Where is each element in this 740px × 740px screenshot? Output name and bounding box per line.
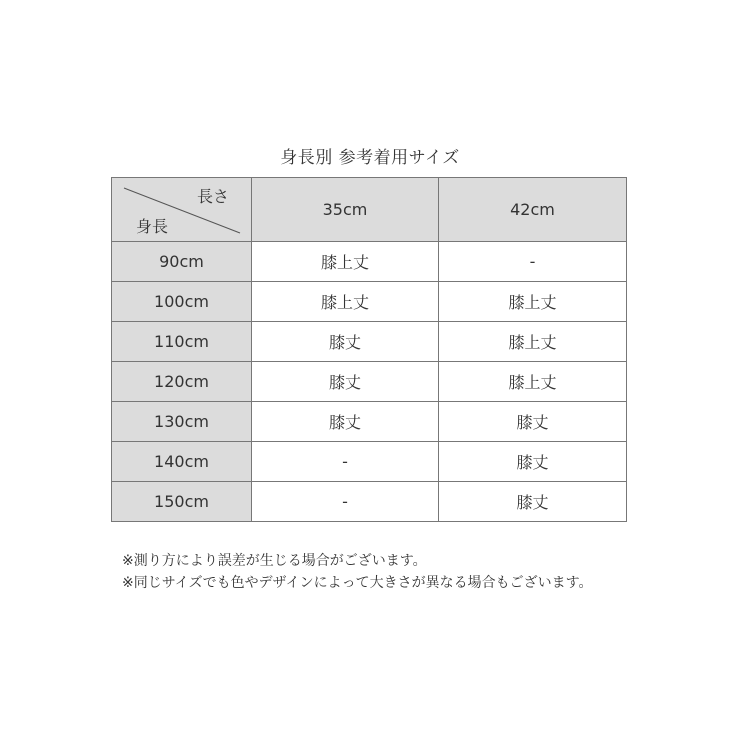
note-measurement-error: ※測り方により誤差が生じる場合がございます。 bbox=[122, 553, 427, 569]
table-cell: 膝上丈 bbox=[252, 282, 439, 322]
table-cell: 膝上丈 bbox=[439, 282, 627, 322]
table-row bbox=[112, 242, 627, 282]
row-header-height: 120cm bbox=[112, 362, 252, 402]
table-cell: 膝上丈 bbox=[252, 242, 439, 282]
table-cell: 膝丈 bbox=[439, 482, 627, 522]
diagonal-divider bbox=[112, 178, 252, 241]
table-cell: 膝丈 bbox=[439, 402, 627, 442]
column-header-42cm: 42cm bbox=[439, 178, 627, 242]
column-header-35cm: 35cm bbox=[252, 178, 439, 242]
table-header-row bbox=[112, 178, 627, 242]
row-header-height: 110cm bbox=[112, 322, 252, 362]
note-size-variation: ※同じサイズでも色やデザインによって大きさが異なる場合もございます。 bbox=[122, 575, 593, 591]
row-header-height: 130cm bbox=[112, 402, 252, 442]
corner-label-height: 身長 bbox=[136, 217, 169, 236]
table-cell: 膝丈 bbox=[252, 362, 439, 402]
table-cell: 膝丈 bbox=[252, 322, 439, 362]
table-cell: 膝丈 bbox=[439, 442, 627, 482]
notes bbox=[122, 550, 593, 594]
table-cell: - bbox=[439, 242, 627, 282]
table-cell: - bbox=[252, 442, 439, 482]
table-cell: - bbox=[252, 482, 439, 522]
table-row bbox=[112, 482, 627, 522]
table-row bbox=[112, 322, 627, 362]
row-header-height: 140cm bbox=[112, 442, 252, 482]
corner-label-length: 長さ bbox=[196, 187, 229, 206]
corner-cell bbox=[112, 178, 252, 242]
size-chart-table bbox=[111, 177, 627, 522]
table-cell: 膝上丈 bbox=[439, 322, 627, 362]
table-row bbox=[112, 442, 627, 482]
table-row bbox=[112, 362, 627, 402]
row-header-height: 90cm bbox=[112, 242, 252, 282]
row-header-height: 100cm bbox=[112, 282, 252, 322]
table-row bbox=[112, 282, 627, 322]
table-cell: 膝丈 bbox=[252, 402, 439, 442]
row-header-height: 150cm bbox=[112, 482, 252, 522]
table-row bbox=[112, 402, 627, 442]
table-cell: 膝上丈 bbox=[439, 362, 627, 402]
table-title: 身長別 参考着用サイズ bbox=[280, 148, 460, 168]
